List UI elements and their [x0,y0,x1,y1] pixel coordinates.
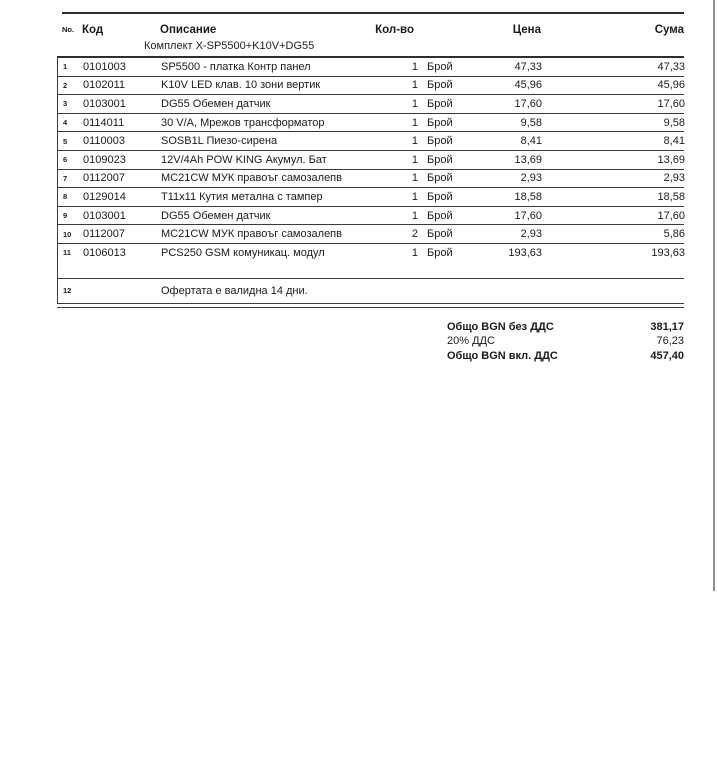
row-description: MC21CW МУК правоъг самозалепв [161,228,342,241]
row-sum: 17,60 [657,97,685,110]
row-sum: 193,63 [651,246,685,259]
row-price: 47,33 [514,60,542,73]
row-quantity: 1 [411,79,418,92]
table-row [58,244,684,262]
note-row-text: Офертата е валидна 14 дни. [161,284,308,297]
row-price: 18,58 [514,190,542,203]
row-sum: 2,93 [663,172,685,185]
row-unit: Брой [427,228,453,241]
table-row [58,170,684,189]
row-number: 9 [63,211,68,221]
row-price: 17,60 [514,209,542,222]
row-code: 0106013 [83,246,126,259]
table-row [58,188,684,207]
table-row [58,77,684,96]
row-unit: Брой [427,172,453,185]
table-row [58,95,684,114]
table-bottom-double-rule [57,304,684,308]
row-quantity: 1 [411,60,418,73]
total-row [447,320,684,335]
row-quantity: 1 [411,190,418,203]
row-unit: Брой [427,246,453,259]
row-sum: 45,96 [657,79,685,92]
row-price: 17,60 [514,97,542,110]
table-body [57,58,684,304]
column-header-quantity: Кол-во [375,23,414,36]
row-quantity: 1 [411,135,418,148]
row-description: K10V LED клав. 10 зони вертик [161,79,321,92]
total-value: 381,17 [650,320,684,333]
row-code: 0103001 [83,97,126,110]
row-price: 9,58 [520,116,542,129]
row-unit: Брой [427,135,453,148]
rows-note-gap [58,262,684,278]
row-unit: Брой [427,60,453,73]
row-code: 0109023 [83,153,126,166]
row-number: 7 [63,173,68,183]
row-sum: 5,86 [663,228,685,241]
offer-items-table [57,12,684,363]
row-sum: 17,60 [657,209,685,222]
row-quantity: 1 [411,153,418,166]
row-number: 6 [63,155,68,165]
table-row [58,225,684,244]
row-code: 0112007 [83,172,126,185]
column-header-price: Цена [512,23,541,36]
row-code: 0103001 [83,209,126,222]
row-quantity: 1 [411,172,418,185]
row-sum: 13,69 [657,153,685,166]
column-header-no: No. [62,25,75,34]
row-description: DG55 Обемен датчик [161,209,271,222]
row-description: SP5500 - платка Контр панел [161,60,311,73]
total-row [447,349,684,364]
row-number: 2 [63,80,68,90]
total-value: 76,23 [656,335,684,348]
row-number: 3 [63,99,68,109]
row-description: 12V/4Ah POW KING Акумул. Бат [161,153,327,166]
row-number: 1 [63,62,68,72]
row-code: 0129014 [83,190,126,203]
column-header-description: Описание [160,23,217,36]
column-header-sum: Сума [654,23,684,36]
page-edge-line [713,0,715,591]
table-body-rows [58,58,684,262]
row-number: 4 [63,118,68,128]
row-price: 13,69 [514,153,542,166]
row-description: DG55 Обемен датчик [161,97,271,110]
row-unit: Брой [427,153,453,166]
row-code: 0114011 [83,116,125,129]
row-quantity: 1 [411,97,418,110]
row-price: 45,96 [514,79,542,92]
row-sum: 18,58 [657,190,685,203]
column-header-code: Код [82,23,104,36]
row-number: 11 [63,248,71,258]
totals-section [57,320,684,364]
row-number: 10 [63,229,72,239]
total-value: 457,40 [650,350,684,363]
total-row [447,334,684,349]
row-quantity: 1 [411,209,418,222]
row-description: MC21CW МУК правоъг самозалепв [161,172,342,185]
row-unit: Брой [427,79,453,92]
row-code: 0101003 [83,60,126,73]
row-sum: 8,41 [663,135,685,148]
row-price: 8,41 [520,135,542,148]
row-unit: Брой [427,116,453,129]
table-row [58,132,684,151]
row-quantity: 1 [411,246,418,259]
row-price: 2,93 [520,228,542,241]
row-unit: Брой [427,190,453,203]
row-sum: 47,33 [657,60,685,73]
note-row [58,278,684,304]
row-description: Т11x11 Кутия метална с тампер [161,190,323,203]
row-quantity: 2 [411,228,418,241]
row-description: PCS250 GSM комуникац. модул [161,246,325,259]
kit-subtitle: Комплект X-SP5500+K10V+DG55 [144,40,315,52]
row-quantity: 1 [411,116,418,129]
table-row [58,207,684,226]
row-code: 0112007 [83,228,126,241]
total-label: Общо BGN вкл. ДДС [447,350,558,363]
row-number: 8 [63,192,68,202]
row-price: 193,63 [508,246,542,259]
row-description: 30 V/A, Мрежов трансформатор [161,116,325,129]
note-row-number: 12 [63,286,72,296]
row-unit: Брой [427,209,453,222]
row-price: 2,93 [520,172,542,185]
table-header [57,14,684,58]
table-row [58,114,684,133]
table-row [58,151,684,170]
table-row [58,58,684,77]
row-code: 0110003 [83,135,126,148]
row-unit: Брой [427,97,453,110]
row-description: SOSB1L Пиезо-сирена [161,135,278,148]
total-label: 20% ДДС [447,335,495,348]
total-label: Общо BGN без ДДС [447,320,554,333]
row-sum: 9,58 [663,116,685,129]
table-header-row [57,19,684,40]
row-code: 0102011 [83,79,126,92]
row-number: 5 [63,136,68,146]
